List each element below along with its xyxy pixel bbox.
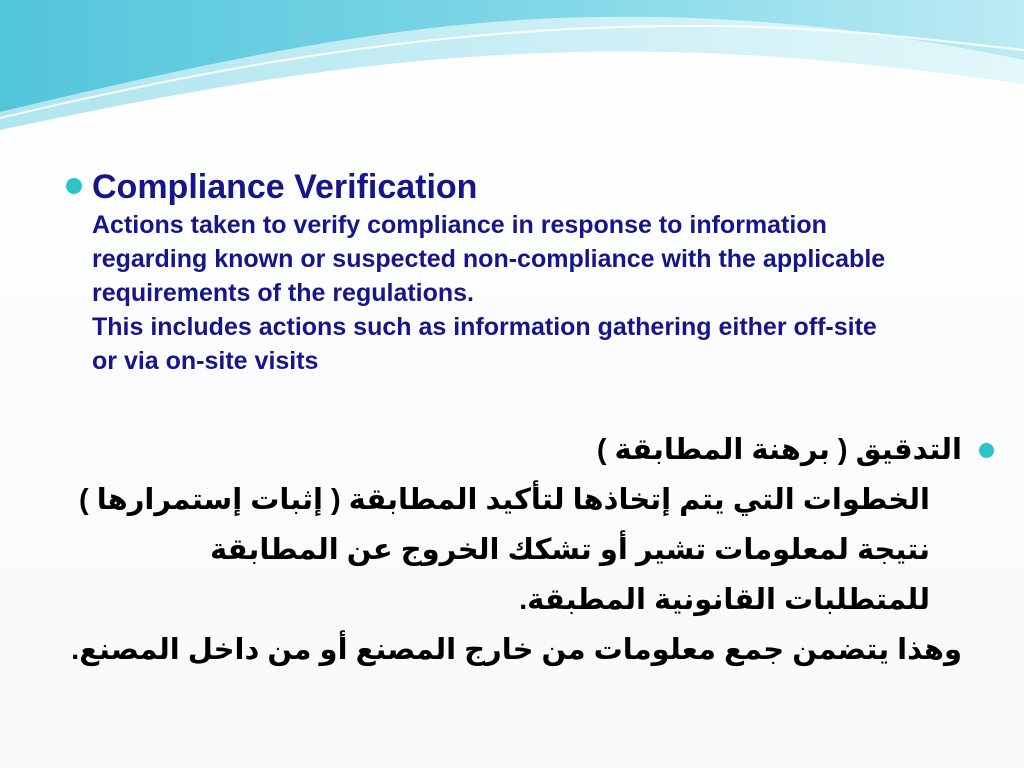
- english-paragraph-1: Actions taken to verify compliance in response to information regarding known or suspected non-compliance with the applicable requirements of the regulations.: [92, 211, 886, 307]
- english-text-block: [92, 166, 896, 378]
- english-bullet-icon: [66, 178, 82, 194]
- arabic-paragraph-1: الخطوات التي يتم إتخاذها لتأكيد المطابقة ( إثبات إستمرارها ) نتيجة لمعلومات تشير أو تشكك الخروج عن المطابقة للمتطلبات القانونية المطبقة.: [79, 484, 930, 616]
- arabic-paragraph-2: وهذا يتضمن جمع معلومات من خارج المصنع أو من داخل المصنع.: [71, 634, 962, 666]
- arabic-heading: التدقيق ( برهنة المطابقة ): [596, 434, 962, 466]
- arabic-section: [62, 425, 962, 675]
- arabic-heading-row: [62, 425, 962, 475]
- arabic-bullet-icon: [979, 443, 994, 458]
- english-paragraph-2: This includes actions such as information gathering either off-site or via on-site visits: [92, 313, 877, 375]
- english-section: [66, 166, 896, 378]
- english-title: Compliance Verification: [92, 168, 478, 206]
